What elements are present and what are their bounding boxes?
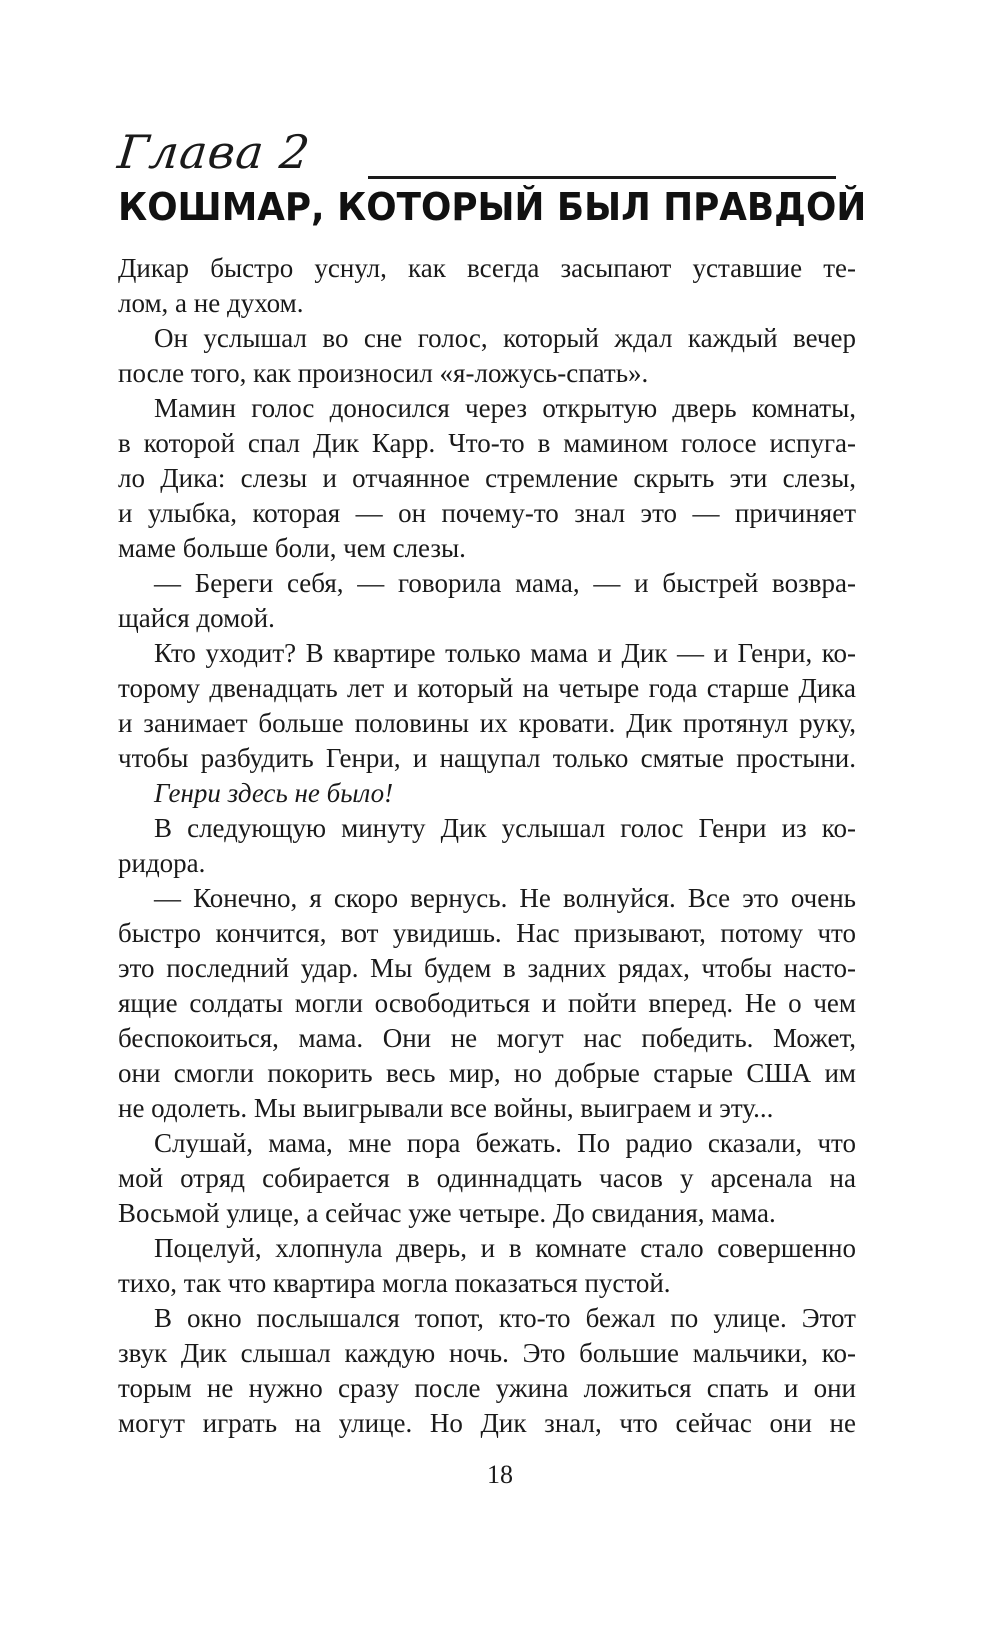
text-line: в которой спал Дик Карр. Что-то в мамином голосе испуга- — [118, 428, 856, 458]
text-line: Генри здесь не было! — [154, 778, 394, 808]
text-line: Слушай, мама, мне пора бежать. По радио сказали, что — [154, 1128, 856, 1158]
text-line: и занимает больше половины их кровати. Дик протянул руку, — [118, 708, 856, 738]
text-line: мой отряд собирается в одиннадцать часов у арсенала на — [118, 1163, 856, 1193]
chapter-heading — [115, 125, 708, 179]
body-text — [118, 251, 856, 1441]
text-line: Кто уходит? В квартире только мама и Дик — и Генри, ко- — [154, 638, 856, 668]
text-line: маме больше боли, чем слезы. — [118, 533, 466, 563]
text-line: не одолеть. Мы выигрывали все войны, выиграем и эту... — [118, 1093, 774, 1123]
text-line: — Береги себя, — говорила мама, — и быстрей возвра- — [154, 568, 856, 598]
text-line: беспокоиться, мама. Они не могут нас победить. Может, — [118, 1023, 856, 1053]
chapter-title: КОШМАР, КОТОРЫЙ БЫЛ ПРАВДОЙ — [118, 185, 867, 229]
text-line: торому двенадцать лет и который на четыре года старше Дика — [118, 673, 856, 703]
text-line: ло Дика: слезы и отчаянное стремление скрыть эти слезы, — [118, 463, 856, 493]
text-line: лом, а не духом. — [118, 288, 304, 318]
chapter-label: Глава 2 — [115, 125, 314, 179]
text-line: тихо, так что квартира могла показаться пустой. — [118, 1268, 671, 1298]
page-number: 18 — [487, 1460, 513, 1489]
text-line: щайся домой. — [118, 603, 275, 633]
text-line: Дикар быстро уснул, как всегда засыпают уставшие те- — [118, 253, 856, 283]
text-line: ридора. — [118, 848, 206, 878]
text-line: быстро кончится, вот увидишь. Нас призывают, потому что — [118, 918, 856, 948]
text-line: это последний удар. Мы будем в задних рядах, чтобы насто- — [118, 953, 856, 983]
text-line: Восьмой улице, а сейчас уже четыре. До свидания, мама. — [118, 1198, 776, 1228]
text-line: Мамин голос доносился через открытую дверь комнаты, — [154, 393, 856, 423]
text-line: Поцелуй, хлопнула дверь, и в комнате стало совершенно — [154, 1233, 856, 1263]
text-line: — Конечно, я скоро вернусь. Не волнуйся. Все это очень — [154, 883, 856, 913]
text-line: они смогли покорить весь мир, но добрые старые США им — [118, 1058, 856, 1088]
chapter-rule — [368, 176, 836, 179]
text-line: Он услышал во сне голос, который ждал каждый вечер — [154, 323, 856, 353]
text-line: и улыбка, которая — он почему-то знал это — причиняет — [118, 498, 856, 528]
text-line: чтобы разбудить Генри, и нащупал только смятые простыни. — [118, 743, 856, 773]
text-line: могут играть на улице. Но Дик знал, что сейчас они не — [118, 1408, 856, 1438]
text-line: ящие солдаты могли освободиться и пойти вперед. Не о чем — [118, 988, 856, 1018]
text-line: В следующую минуту Дик услышал голос Генри из ко- — [154, 813, 856, 843]
text-line: после того, как произносил «я-ложусь-спать». — [118, 358, 649, 388]
text-line: звук Дик слышал каждую ночь. Это большие мальчики, ко- — [118, 1338, 856, 1368]
text-line: В окно послышался топот, кто-то бежал по улице. Этот — [154, 1303, 856, 1333]
text-line: торым не нужно сразу после ужина ложиться спать и они — [118, 1373, 856, 1403]
